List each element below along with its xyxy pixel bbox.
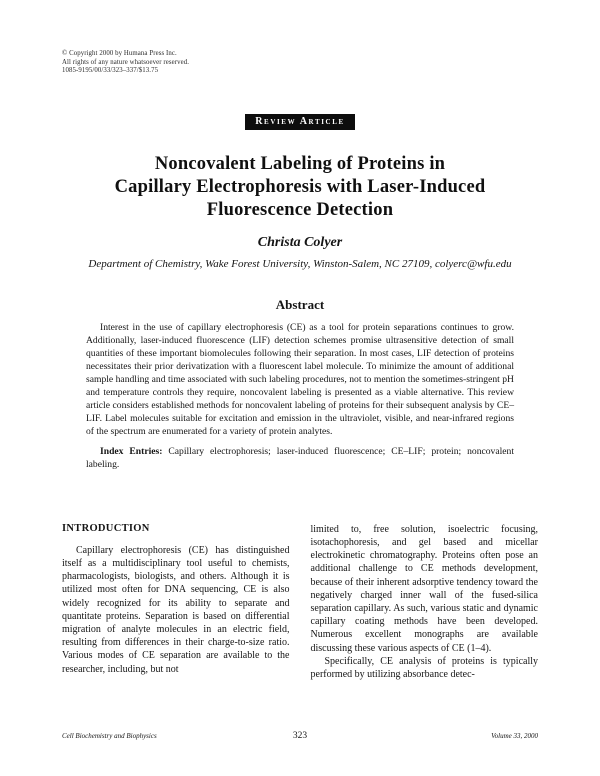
- paper-title-line-3: Fluorescence Detection: [206, 199, 394, 220]
- copyright-line-1: © Copyright 2000 by Humana Press Inc.: [62, 50, 177, 57]
- body-column-right: [311, 523, 539, 709]
- footer-volume: Volume 33, 2000: [491, 732, 539, 740]
- section-heading-introduction: INTRODUCTION: [62, 522, 150, 534]
- paper-title-line-2: Capillary Electrophoresis with Laser-Induced: [114, 176, 486, 197]
- intro-paragraph-3: Specifically, CE analysis of proteins is typically performed by utilizing absorbance detec-: [310, 655, 538, 681]
- review-article-badge: Review Article: [245, 114, 355, 130]
- abstract-text: Interest in the use of capillary electrophoresis (CE) as a tool for protein separations continues to grow. Additionally, laser-induced fluorescence (LIF) detection schemes promise ultrasensitive detection of small quantities of these important biomolecules following their separation. In most cases, LIF detection of proteins necessitates their prior derivatization with a fluorescent label molecule. To minimize the amount of additional sample handling and time associated with such labeling procedures, not to mention the sometimes-stringent pH and temperature controls they require, noncovalent labeling is presented as a viable alternative. This review article considers established methods for noncovalent labeling of proteins for their subsequent analysis by CE–LIF. Label molecules suitable for excitation and emission in the ultraviolet, visible, and near-infrared regions of the spectrum are enumerated for a variety of protein analytes.: [86, 321, 514, 437]
- body-columns: [62, 523, 538, 709]
- footer-journal: Cell Biochemistry and Biophysics: [62, 732, 157, 740]
- intro-paragraph-1: Capillary electrophoresis (CE) has distinguished itself as a multidisciplinary tool useful to chemists, pharmacologists, biologists, and others. Although it is utilized most often for DNA sequencing, CE is also widely recognized for its ability to separate and quantitate proteins. Separation is based on differential migration of analyte molecules in an electric field, resulting from differences in their charge-to-size ratio. Various modes of CE separation are available to the researcher, including, but not: [62, 544, 290, 675]
- body-column-left: [62, 523, 290, 709]
- abstract-heading: Abstract: [275, 296, 325, 312]
- index-entries-text: Capillary electrophoresis; laser-induced fluorescence; CE–LIF; protein; noncovalent labeling.: [86, 445, 514, 470]
- copyright-line-3: 1085-9195/00/33/323–337/$13.75: [62, 67, 159, 75]
- paper-title: [62, 153, 538, 222]
- author-affiliation: Department of Chemistry, Wake Forest University, Winston-Salem, NC 27109, colyerc@wfu.edu: [88, 257, 512, 270]
- copyright-line-2: All rights of any nature whatsoever reserved.: [62, 58, 189, 66]
- paper-title-line-1: Noncovalent Labeling of Proteins in: [154, 153, 446, 174]
- badge-row: [62, 111, 538, 130]
- intro-paragraph-2: limited to, free solution, isoelectric focusing, isotachophoresis, and gel based and micellar electrokinetic chromatography. Proteins often pose an additional challenge to CE methods development, because of their inherent adsorptive tendency toward the negatively charged inner wall of the fused-silica separation capillary. As such, various static and dynamic capillary coating methods have been developed. Numerous excellent monographs are available discussing these various aspects of CE (1–4).: [310, 523, 538, 654]
- index-entries: [86, 445, 514, 471]
- copyright-notice: [62, 50, 538, 76]
- author-name: Christa Colyer: [257, 234, 343, 250]
- page-footer: [62, 731, 538, 741]
- index-entries-label: Index Entries:: [100, 445, 163, 457]
- footer-page-number: 323: [292, 731, 308, 741]
